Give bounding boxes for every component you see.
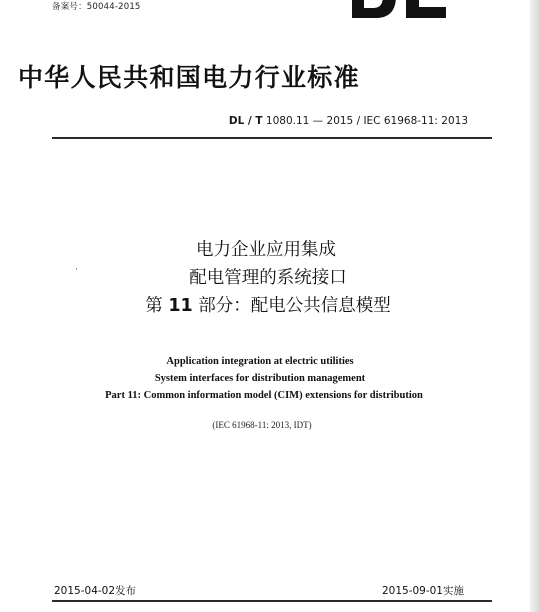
standard-number-prefix: DL / T (228, 115, 263, 127)
english-title-line-1: Application integration at electric utilities (166, 356, 354, 367)
chinese-title-part-suffix: 部分：配电公共信息模型 (192, 296, 391, 316)
dl-logo (350, 0, 450, 20)
standard-number (229, 115, 468, 127)
iec-equivalence: (IEC 61968-11: 2013, IDT) (212, 420, 312, 430)
industry-standard-title: 中华人民共和国电力行业标准 (18, 63, 360, 92)
dl-logo-mark (350, 0, 450, 20)
top-divider (52, 137, 492, 139)
english-title-line-3: Part 11: Common information model (CIM) extensions for distribution (105, 390, 423, 401)
chinese-title-line-1: 电力企业应用集成 (196, 240, 336, 260)
implementation-date: 2015-09-01实施 (381, 585, 464, 597)
standard-number-body: 1080.11 — 2015 / IEC 61968-11: 2013 (262, 115, 468, 127)
filing-number: 备案号：50044-2015 (52, 2, 141, 12)
chinese-title-part-prefix: 第 (145, 296, 169, 316)
chinese-title-part-number: 11 (168, 296, 193, 316)
chinese-title-line-2: 配电管理的系统接口 (189, 268, 347, 288)
issue-date: 2015-04-02发布 (54, 585, 137, 597)
chinese-title-line-3 (0, 292, 538, 317)
english-title-line-2: System interfaces for distribution management (154, 373, 366, 384)
bottom-divider (52, 600, 492, 602)
